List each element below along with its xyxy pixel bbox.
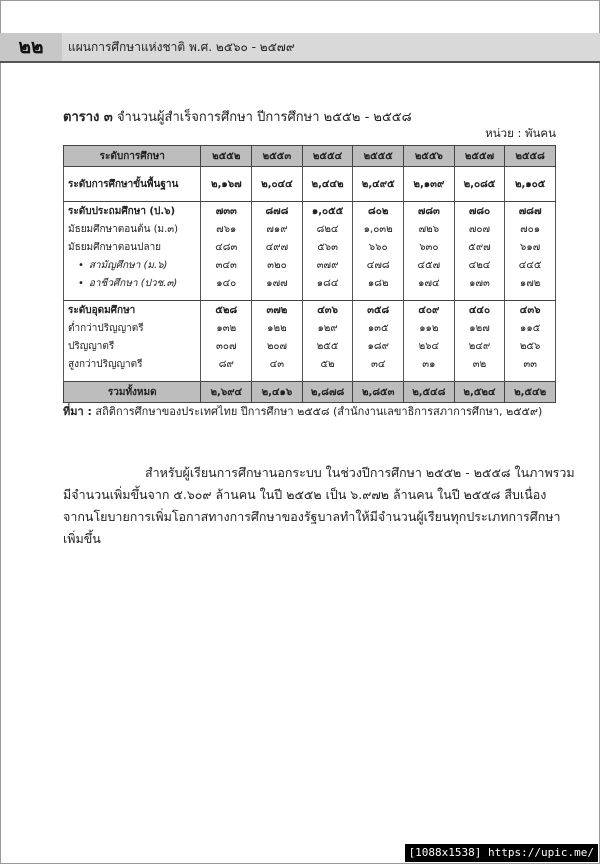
cell-value: ๕๒ [302,355,353,373]
source-label: ที่มา : [63,405,92,418]
source-note [63,402,542,420]
cell-value: ๖๓๐ [404,238,455,256]
header-cell-year: ๒๕๕๖ [404,146,455,167]
row-label: มัธยมศึกษาตอนปลาย [64,238,201,256]
paragraph-line: จากนโยบายการเพิ่มโอกาสทางการศึกษาของรัฐบาลทำให้มีจำนวนผู้เรียนทุกประเภทการศึกษา [63,509,561,524]
cell-value: ๒,๐๘๕ [454,175,505,193]
cell-value: ๗๘๓ [404,202,455,221]
header-cell-year: ๒๕๕๒ [201,146,252,167]
cell-value: ๒,๕๔๒ [505,382,556,403]
row-label: • สามัญศึกษา (ม.๖) [64,256,201,274]
source-text: สถิติการศึกษาของประเทศไทย ปีการศึกษา ๒๕๕๘ (สำนักงานเลขาธิการสภาการศึกษา, ๒๕๕๙) [95,405,543,418]
spacer-row [64,373,556,382]
cell-value: ๑๒๒ [252,319,303,337]
cell-value: ๘๙ [201,355,252,373]
cell-value: ๘๒๔ [302,220,353,238]
cell-value: ๑๒๙ [302,319,353,337]
cell-value: ๒,๑๓๙ [404,175,455,193]
cell-value: ๔๔๐ [454,301,505,320]
cell-value: ๔๔๕ [505,256,556,274]
cell-value: ๒,๔๑๖ [252,382,303,403]
cell-value: ๒,๐๔๔ [252,175,303,193]
cell-value: ๓๗๒ [252,301,303,320]
table-caption-label: ตาราง ๓ [63,110,113,125]
header-cell-level: ระดับการศึกษา [64,146,201,167]
header-cell-year: ๒๕๕๕ [353,146,404,167]
table-row [64,220,556,238]
cell-value: ๑,๐๓๒ [353,220,404,238]
row-label: • อาชีวศึกษา (ปวช.๓) [64,274,201,292]
table-caption [63,106,412,127]
header-cell-year: ๒๕๕๓ [252,146,303,167]
cell-value: ๗๐๑ [505,220,556,238]
cell-value: ๗๘๗ [505,202,556,221]
watermark-label: [1088x1538] https://upic.me/ [405,844,598,862]
cell-value: ๒๐๗ [252,337,303,355]
cell-value: ๗๓๓ [201,202,252,221]
cell-value: ๓๗๙ [302,256,353,274]
paragraph-line: มีจำนวนเพิ่มขึ้นจาก ๕.๖๐๙ ล้านคน ในปี ๒๕๕๒ เป็น ๖.๙๗๒ ล้านคน ในปี ๒๕๕๘ สืบเนื่อง [63,487,547,502]
cell-value: ๔๓๖ [302,301,353,320]
spacer-row [64,167,556,176]
paragraph-line: เพิ่มขึ้น [63,531,101,546]
cell-value: ๔๒๔ [454,256,505,274]
cell-value: ๑๓๕ [353,319,404,337]
cell-value: ๔๙๗ [252,238,303,256]
cell-value: ๑๗๗ [252,274,303,292]
table-header-row [64,146,556,167]
cell-value: ๒๔๙ [454,337,505,355]
graduates-table [63,145,556,403]
cell-value: ๑๔๐ [201,274,252,292]
cell-value: ๒,๘๕๓ [353,382,404,403]
cell-value: ๖๑๗ [505,238,556,256]
cell-value: ๔๓ [252,355,303,373]
cell-value: ๔๓๖ [505,301,556,320]
cell-value: ๑๑๕ [505,319,556,337]
table-row-basic [64,175,556,193]
table-row-primary [64,202,556,221]
header-cell-year: ๒๕๕๘ [505,146,556,167]
table-row [64,355,556,373]
spacer-row [64,193,556,202]
cell-value: ๒๖๔ [404,337,455,355]
spacer-row [64,292,556,301]
cell-value: ๗๑๙ [252,220,303,238]
table-row [64,256,556,274]
cell-value: ๑๓๒ [201,319,252,337]
cell-value: ๑๘๔ [302,274,353,292]
header-cell-year: ๒๕๕๔ [302,146,353,167]
page-number: ๒๒ [0,33,62,61]
row-label: ระดับประถมศึกษา (ป.๖) [64,202,201,221]
cell-value: ๕๖๓ [302,238,353,256]
paragraph-line: สำหรับผู้เรียนการศึกษานอกระบบ ในช่วงปีการศึกษา ๒๕๕๒ - ๒๕๕๘ ในภาพรวม [145,465,575,480]
cell-value: ๗๒๖ [404,220,455,238]
table-row-higher [64,301,556,320]
table-row [64,274,556,292]
cell-value: ๑๒๗ [454,319,505,337]
cell-value: ๒,๕๔๘ [404,382,455,403]
cell-value: ๔๗๘ [353,256,404,274]
cell-value: ๑๗๓ [454,274,505,292]
cell-value: ๓๑ [404,355,455,373]
cell-value: ๑๗๒ [505,274,556,292]
cell-value: ๓๕๘ [353,301,404,320]
cell-value: ๒,๔๔๒ [302,175,353,193]
row-label: ปริญญาตรี [64,337,201,355]
row-label: มัธยมศึกษาตอนต้น (ม.๓) [64,220,201,238]
table-row [64,238,556,256]
row-label: ระดับอุดมศึกษา [64,301,201,320]
cell-value: ๑๑๒ [404,319,455,337]
cell-value: ๕๙๗ [454,238,505,256]
cell-value: ๓๔ [353,355,404,373]
row-label: รวมทั้งหมด [64,382,201,403]
cell-value: ๑๘๒ [353,274,404,292]
table-row [64,337,556,355]
cell-value: ๓๒๐ [252,256,303,274]
running-title: แผนการศึกษาแห่งชาติ พ.ศ. ๒๕๖๐ - ๒๕๗๙ [68,40,295,54]
cell-value: ๒,๖๙๔ [201,382,252,403]
table-caption-text: จำนวนผู้สำเร็จการศึกษา ปีการศึกษา ๒๕๕๒ - ๒๕๕๘ [116,110,412,125]
cell-value: ๖๖๐ [353,238,404,256]
header-cell-year: ๒๕๕๗ [454,146,505,167]
row-label: สูงกว่าปริญญาตรี [64,355,201,373]
cell-value: ๔๕๗ [404,256,455,274]
cell-value: ๓๐๗ [201,337,252,355]
cell-value: ๒,๑๐๕ [505,175,556,193]
cell-value: ๑,๐๕๕ [302,202,353,221]
cell-value: ๒,๑๖๗ [201,175,252,193]
cell-value: ๓๓ [505,355,556,373]
cell-value: ๒๕๖ [505,337,556,355]
cell-value: ๔๐๙ [404,301,455,320]
cell-value: ๗๐๗ [454,220,505,238]
cell-value: ๗๖๑ [201,220,252,238]
cell-value: ๒,๘๗๘ [302,382,353,403]
row-label: ต่ำกว่าปริญญาตรี [64,319,201,337]
cell-value: ๓๔๓ [201,256,252,274]
cell-value: ๘๗๘ [252,202,303,221]
unit-note: หน่วย : พันคน [485,126,556,140]
table-row [64,319,556,337]
cell-value: ๓๒ [454,355,505,373]
table-row-total [64,382,556,403]
cell-value: ๗๘๐ [454,202,505,221]
body-paragraph [63,462,575,550]
cell-value: ๕๒๘ [201,301,252,320]
cell-value: ๒,๕๒๔ [454,382,505,403]
cell-value: ๔๘๓ [201,238,252,256]
cell-value: ๒๕๕ [302,337,353,355]
cell-value: ๘๐๒ [353,202,404,221]
cell-value: ๑๘๙ [353,337,404,355]
cell-value: ๑๗๔ [404,274,455,292]
cell-value: ๒,๔๙๕ [353,175,404,193]
row-label: ระดับการศึกษาขั้นพื้นฐาน [64,175,201,193]
